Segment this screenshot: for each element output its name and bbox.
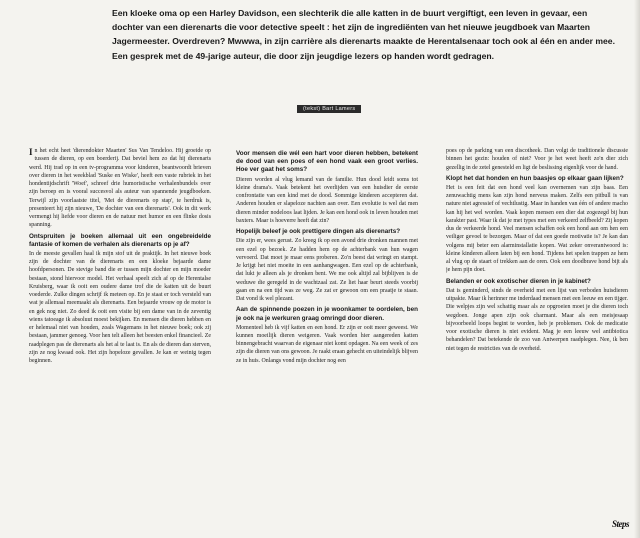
paragraph: poes op de parking van een discotheek. Dan volgt de traditionele discussie binnen het gezin: houden of niet? Voor je het weet heeft zo'n dier zich gezellig in de zetel genesteld en ligt de beslissing eigenlijk voor de hand.: [446, 148, 628, 171]
byline: (tekst) Bart Lamers: [297, 105, 361, 113]
paragraph: Dieren worden al vlug lemand van de familie. Hun dood leidt soms tot kleine drama's. Vaak betekent het overlijden van een huisdier de eerste confrontatie van een kind met de dood. Sommige kinderen accepteren dat. Anderen houden er slapeloze nachten aan over. Een evolutie is wel dat men dieren minder nodeloos laat lijden. Je kan een hond ook in leven houden met baxters. Maar is hoeverre heeft dat zin?: [236, 176, 418, 224]
paragraph: In de meeste gevallen haal ik mijn stof uit de praktijk. In het nieuwe boek zijn de dochter van de dierenarts en een kloeke bejaarde dame hoofdpersonen. De stevige band die er tussen mijn dochter en mijn moeder bestaan, stond hiervoor model. Het verhaal speelt zich af op de Herentalse Kruisberg, waar ik ooit een oudere dame trof die de katten uit de buurt voederde. Zulke dingen schrijf ik meteen op. En je staat er toch versteld van wat je allemaal meemaakt als dierenarts. Een bejaarde vrouw op de motor is en gek nog niet. Zo deed ik ooit een visite bij een dame van in de zeventig wiens tatoeage ik absoluut moest bekijken. En mensen die dieren hebben en er helemaal niet van houden, zoals Wagemans in het nieuwe boek; ook zij bestaan, jammer genoeg. Voor hen telt alleen het beesten enkel financieel. Ze raadplegen pas de dierenarts als het al te laat is. En als de dieren dan sterven, zijn ze nog kwaad ook. Het zijn hopeloze gevallen. Je kan er weinig tegen beginnen.: [29, 250, 211, 365]
column-1: [29, 147, 211, 527]
paragraph: Momenteel heb ik vijf katten en een hond. Er zijn er ooit meer geweest. We kunnen moeilijk dieren weigeren. Vaak worden hier aangereden katten binnengebracht waarvan de eigenaar niet komt opdagen. Na een week of zes zijn die dieren van ons gewoon. Je raakt eraan gehecht en uiteindelijk blijven ze in huis. Onlangs vond mijn dochter nog een: [236, 324, 418, 364]
paragraph: Dat is geminderd, sinds de overheid met een lijst van verboden huisdieren uitpakte. Maar ik herinner me inderdaad mensen met een leeuw en een tijger. Die welpjes zijn wel schattig maar als ze opgroeien moet je die dieren toch wegdoen. Jonge apen zijn ook charmant. Maar als een meisjesaap bijvoorbeeld loops begint te worden, heb je problemen. Ook de medicatie voor exotische dieren is niet evident. Mag je een leeuw wel antibiotica behandelen? Dat betekende de zoo van Antwerpen raadplegen. Nee, ik ben niet tegen de restricties van de overheid.: [446, 287, 628, 352]
question-heading: Ontspruiten je boeken allemaal uit een ongebreidelde fantasie of komen de verhalen als dierenarts op je af?: [29, 232, 211, 248]
paragraph-text: n het echt heet 'dierendokter Maarten' Sus Van Tendeloo. Hij groeide op tussen de dieren, op een boerderij. Dat beviel hem zo dat hij dierenarts werd. Hij trad op in een tv-programma voor kinderen, beantwoordt brieven over dieren in het weekblad 'Suske en Wiske', heeft een vaste rubriek in het hondentijdschrift 'Woef', schreef drie humoristische verhalenbundels over zijn beroep en is vooral succesvol als auteur van spannende jeugdboeken. Terwijl zijn voorlaatste titel, 'Mei de dierenarts op stap', te herdruk is, presenteert hij zijn nieuwe, 'De dochter van een dierenarts'. Ook in dit werk vermengt hij liefde voor dieren en de natuur met humor en een flinke dosis spanning.: [29, 148, 211, 229]
paragraph: [29, 147, 211, 230]
question-heading: Belanden er ook exotischer dieren in je kabinet?: [446, 277, 591, 285]
column-2: [236, 147, 418, 527]
question-heading: Voor mensen die wél een hart voor dieren hebben, betekent de dood van een poes of een hond vaak een groot verlies. Hoe ver gaat het soms?: [236, 150, 418, 174]
question-heading: Klopt het dat honden en hun baasjes op elkaar gaan lijken?: [446, 174, 624, 182]
paragraph: Die zijn er, wees gerust. Zo kreeg ik op een avond drie dronken mannen met een ezel op bezoek. Ze hadden hem op de achterbank van hun wagen vervoerd. Dat moet je maar eens proberen. Zo'n beest dat wringt en stampt. Je krijgt het niet moeite in een aanhangwagen. Een ezel op de achterbank, dat lukt je alleen als je dronken bent. We me ook altijd zal bijblijven is de weduwe die geregeld in de wachtzaal zat. Ze liet haar beurt steeds voorbij gaan en na een tijd was ze weg. Ze zat er gewoon om een praatje te staan. Dat vond ik wel plezant.: [236, 238, 418, 303]
drop-cap: I: [29, 147, 33, 157]
intro-text: Een kloeke oma op een Harley Davidson, een slechterik die alle katten in de buurt vergiftigt, een leven in gevaar, een dochter van een dierenarts die voor detective speelt : het zijn de ingrediënten van het nieuwe jeugdboek van Maarten Jagermeester. Overdreven? Mwwwa, in zijn carrière als dierenarts maakte de Herentalsenaar toch ook al één en ander mee. Een gesprek met de 49-jarige auteur, die door zijn jeugdige lezers op handen wordt gedragen.: [112, 8, 615, 61]
question-heading: Aan de spinnende poezen in je woonkamer te oordelen, ben je ook na je werkuren graag omringd door dieren.: [236, 306, 418, 322]
question-heading: Hopelijk beleef je ook prettigere dingen als dierenarts?: [236, 228, 401, 236]
magazine-logo: Steps: [612, 519, 630, 529]
page-spine-shadow: [634, 0, 640, 538]
column-3: [446, 147, 628, 527]
paragraph: Het is een feit dat een hond veel kan overnemen van zijn baas. Een zenuwachtig mens kan zijn hond nerveus maken. Zelfs een pitbull is van nature niet agressief of vechtlustig. Maar in handen van één of andere macho kan hij het wel worden. Vaak kopen mensen een dier dat zogezegd bij hun karakter past. Waar ik dat je met types met een verkeerd zelfbeeld? Zij kopen dus de verkeerde hond. Veel mensen schaffen ook een hond aan om hen een veiliger gevoel te bezorgen. Maar of dat een goede motivatie is? Je kan dan volgens mij beter een alarminstallatie kopen. Wat zeker onverantwoord is: kleine kinderen alleen laten bij een hond. Tijdens het spelen trappen ze hem al vlug op de staart of trekken aan de oren. Ook een doodbrave hond bijt als je hem pijn doet.: [446, 184, 628, 274]
